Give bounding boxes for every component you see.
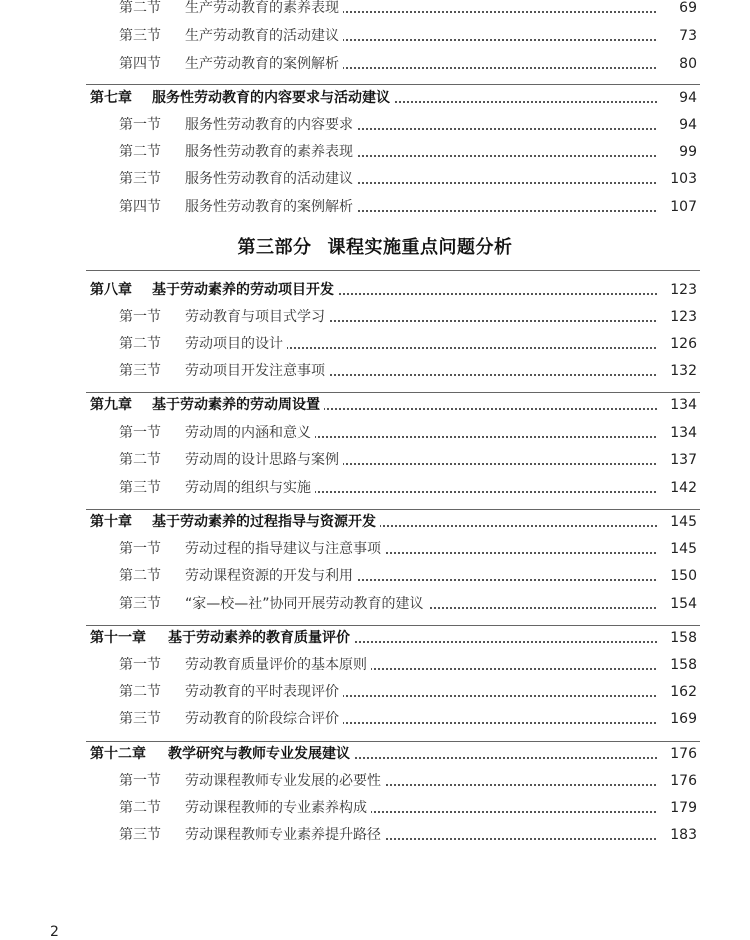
- page-ref: 94: [657, 86, 697, 110]
- chapter-title: 基于劳动素养的教育质量评价: [168, 626, 354, 650]
- page-ref: 176: [657, 742, 697, 766]
- toc-section-row: [0, 707, 750, 731]
- chapter-number: 第十二章: [90, 746, 146, 762]
- toc-section-row: [0, 592, 750, 616]
- chapter-title: 教学研究与教师专业发展建议: [168, 742, 354, 766]
- toc-section-row: [0, 564, 750, 588]
- page-ref: 162: [657, 680, 697, 704]
- section-number: 第二节: [119, 568, 161, 584]
- section-number: 第四节: [119, 56, 161, 72]
- section-title: 生产劳动教育的活动建议: [185, 24, 343, 48]
- section-number: 第三节: [119, 171, 161, 187]
- section-title: 劳动项目开发注意事项: [185, 359, 329, 383]
- section-title: 服务性劳动教育的素养表现: [185, 140, 357, 164]
- page-ref: 158: [657, 626, 697, 650]
- page-ref: 179: [657, 796, 697, 820]
- toc-chapter-row: [0, 510, 750, 534]
- section-title: 生产劳动教育的案例解析: [185, 52, 343, 76]
- toc-section-row: [0, 332, 750, 356]
- toc-section-row: [0, 537, 750, 561]
- page-ref: 169: [657, 707, 697, 731]
- page-number: 2: [50, 924, 59, 940]
- part-heading: [0, 233, 750, 259]
- page-ref: 99: [657, 140, 697, 164]
- toc-section-row: [0, 0, 750, 20]
- part-title: 课程实施重点问题分析: [327, 237, 513, 258]
- section-title: 劳动周的设计思路与案例: [185, 448, 343, 472]
- section-number: 第三节: [119, 711, 161, 727]
- section-number: 第一节: [119, 773, 161, 789]
- section-title: 劳动课程资源的开发与利用: [185, 564, 357, 588]
- toc-section-row: [0, 359, 750, 383]
- section-number: 第一节: [119, 117, 161, 133]
- chapter-number: 第九章: [90, 397, 132, 413]
- section-title: 劳动课程教师专业发展的必要性: [185, 769, 385, 793]
- toc-section-row: [0, 796, 750, 820]
- section-number: 第三节: [119, 363, 161, 379]
- page-ref: 183: [657, 823, 697, 847]
- chapter-number: 第七章: [90, 90, 132, 106]
- divider-rule: [86, 270, 700, 271]
- section-number: 第三节: [119, 596, 161, 612]
- section-title: 劳动课程教师的专业素养构成: [185, 796, 371, 820]
- page-ref: 107: [657, 195, 697, 219]
- section-title: 生产劳动教育的素养表现: [185, 0, 343, 20]
- section-number: 第二节: [119, 684, 161, 700]
- chapter-title: 服务性劳动教育的内容要求与活动建议: [152, 86, 394, 110]
- section-title: “家—校—社”协同开展劳动教育的建议: [185, 592, 428, 616]
- toc-section-row: [0, 305, 750, 329]
- section-number: 第四节: [119, 199, 161, 215]
- section-number: 第一节: [119, 309, 161, 325]
- section-number: 第三节: [119, 827, 161, 843]
- toc-chapter-row: [0, 86, 750, 110]
- toc-section-row: [0, 24, 750, 48]
- section-number: 第三节: [119, 480, 161, 496]
- toc-section-row: [0, 448, 750, 472]
- chapter-title: 基于劳动素养的劳动项目开发: [152, 278, 338, 302]
- section-title: 服务性劳动教育的活动建议: [185, 167, 357, 191]
- section-title: 劳动教育的平时表现评价: [185, 680, 343, 704]
- page-ref: 134: [657, 393, 697, 417]
- section-number: 第二节: [119, 0, 161, 16]
- toc-section-row: [0, 52, 750, 76]
- section-number: 第二节: [119, 452, 161, 468]
- page-ref: 94: [657, 113, 697, 137]
- section-title: 劳动周的组织与实施: [185, 476, 315, 500]
- toc-chapter-row: [0, 626, 750, 650]
- toc-chapter-row: [0, 278, 750, 302]
- toc-section-row: [0, 769, 750, 793]
- section-number: 第二节: [119, 144, 161, 160]
- toc-section-row: [0, 476, 750, 500]
- section-title: 劳动过程的指导建议与注意事项: [185, 537, 385, 561]
- toc-chapter-row: [0, 742, 750, 766]
- page-ref: 137: [657, 448, 697, 472]
- section-title: 劳动周的内涵和意义: [185, 421, 315, 445]
- section-title: 劳动教育质量评价的基本原则: [185, 653, 371, 677]
- page-ref: 158: [657, 653, 697, 677]
- section-title: 服务性劳动教育的案例解析: [185, 195, 357, 219]
- page-ref: 103: [657, 167, 697, 191]
- section-title: 劳动课程教师专业素养提升路径: [185, 823, 385, 847]
- toc-section-row: [0, 421, 750, 445]
- chapter-number: 第八章: [90, 282, 132, 298]
- toc-section-row: [0, 167, 750, 191]
- page-ref: 126: [657, 332, 697, 356]
- page-ref: 150: [657, 564, 697, 588]
- page-ref: 145: [657, 537, 697, 561]
- toc-chapter-row: [0, 393, 750, 417]
- section-number: 第三节: [119, 28, 161, 44]
- page-ref: 69: [657, 0, 697, 20]
- page-ref: 176: [657, 769, 697, 793]
- toc-section-row: [0, 113, 750, 137]
- page-ref: 145: [657, 510, 697, 534]
- page-ref: 132: [657, 359, 697, 383]
- section-title: 劳动教育的阶段综合评价: [185, 707, 343, 731]
- section-number: 第一节: [119, 425, 161, 441]
- page-ref: 123: [657, 278, 697, 302]
- page-ref: 123: [657, 305, 697, 329]
- toc-section-row: [0, 140, 750, 164]
- section-number: 第一节: [119, 541, 161, 557]
- page-ref: 154: [657, 592, 697, 616]
- section-title: 劳动项目的设计: [185, 332, 287, 356]
- section-number: 第二节: [119, 800, 161, 816]
- toc-section-row: [0, 653, 750, 677]
- divider-rule: [86, 84, 700, 85]
- toc-section-row: [0, 823, 750, 847]
- section-title: 劳动教育与项目式学习: [185, 305, 329, 329]
- section-number: 第一节: [119, 657, 161, 673]
- page-ref: 73: [657, 24, 697, 48]
- part-label: 第三部分: [237, 237, 312, 258]
- chapter-title: 基于劳动素养的劳动周设置: [152, 393, 324, 417]
- chapter-title: 基于劳动素养的过程指导与资源开发: [152, 510, 380, 534]
- toc-section-row: [0, 195, 750, 219]
- section-number: 第二节: [119, 336, 161, 352]
- page-ref: 134: [657, 421, 697, 445]
- chapter-number: 第十一章: [90, 630, 146, 646]
- chapter-number: 第十章: [90, 514, 132, 530]
- toc-section-row: [0, 680, 750, 704]
- page-ref: 80: [657, 52, 697, 76]
- page-ref: 142: [657, 476, 697, 500]
- section-title: 服务性劳动教育的内容要求: [185, 113, 357, 137]
